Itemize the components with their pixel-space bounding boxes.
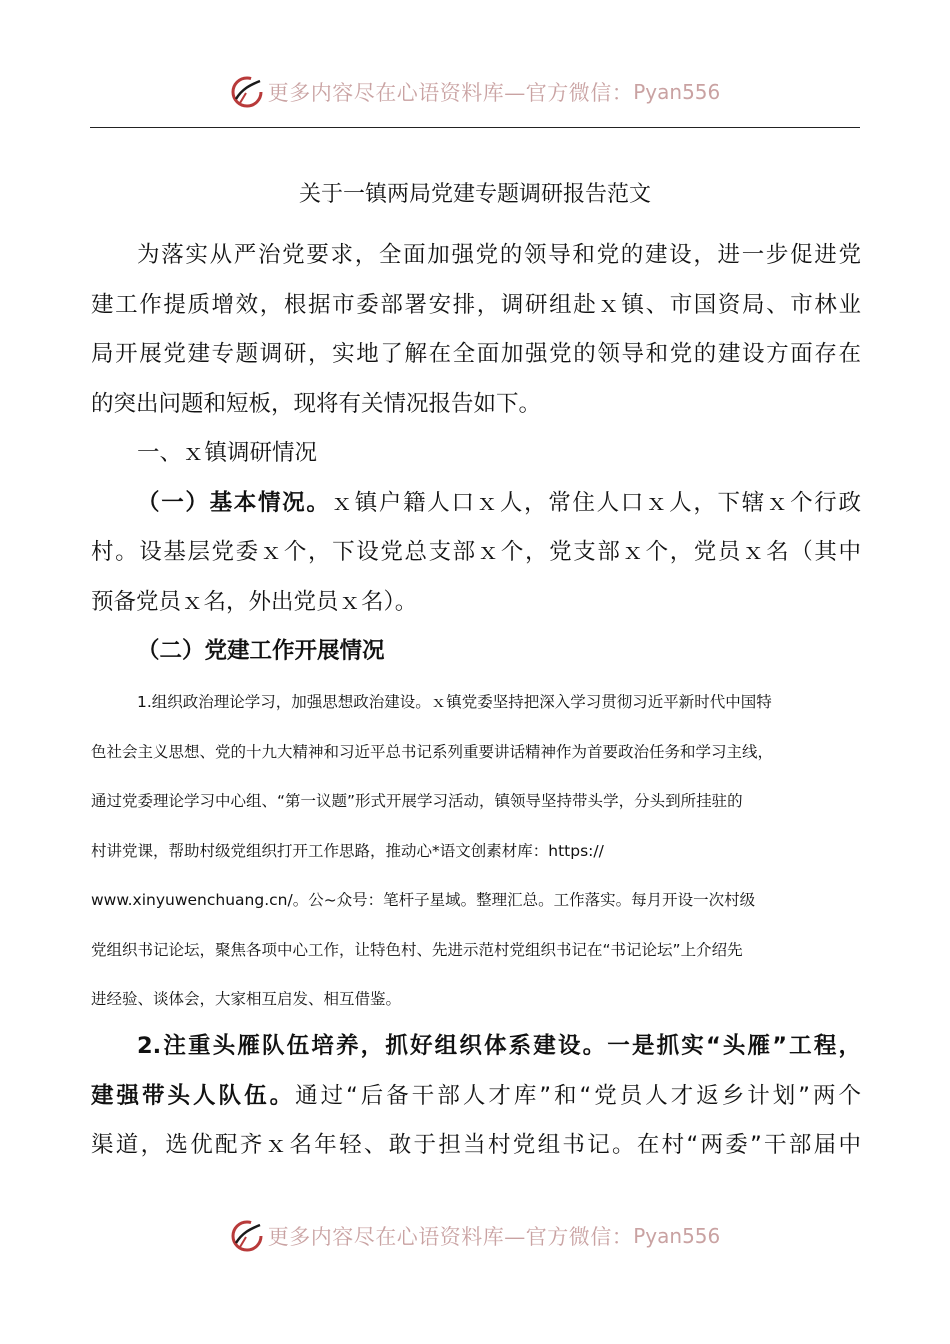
intro-line: 局开展党建专题调研，实地了解在全面加强党的领导和党的建设方面存在	[91, 341, 861, 367]
footer-watermark	[0, 1216, 950, 1256]
item1-line: 通过党委理论学习中心组、“第一议题”形式开展学习活动，镇领导坚持带头学，分头到所挂驻的	[91, 792, 743, 810]
basic-info-heading: （一）基本情况。	[137, 489, 331, 516]
item2-heading-line: 2.注重头雁队伍培养，抓好组织体系建设。一是抓实“头雁”工程，	[137, 1033, 861, 1059]
watermark-wechat-id: Pyan556	[633, 1224, 721, 1248]
watermark-wechat-id: Pyan556	[633, 80, 721, 104]
item1-line: 党组织书记论坛，聚焦各项中心工作，让特色村、先进示范村党组织书记在“书记论坛”上介绍先	[91, 940, 743, 959]
item2-line: 渠道，选优配齐ｘ名年轻、敢于担当村党组书记。在村“两委”干部届中	[91, 1132, 861, 1158]
watermark-text: 更多内容尽在心语资料库—官方微信：	[267, 1225, 634, 1249]
ink-brush-logo-icon	[230, 75, 264, 109]
item2-paragraph	[91, 1022, 861, 1171]
item1-line: 村讲党课，帮助村级党组织打开工作思路，推动心*语文创素材库：https://	[91, 841, 604, 860]
basic-info-line: 村。设基层党委ｘ个，下设党总支部ｘ个，党支部ｘ个，党员ｘ名（其中	[91, 539, 861, 565]
work-heading: （二）党建工作开展情况	[137, 638, 385, 664]
item1-line: www.xinyuwenchuang.cn/。公~众号：笔杆子星域。整理汇总。工作落实。每月开设一次村级	[91, 891, 756, 909]
header-watermark	[0, 72, 950, 112]
intro-line: 为落实从严治党要求，全面加强党的领导和党的建设，进一步促进党	[137, 242, 861, 268]
item1-line: 色社会主义思想、党的十九大精神和习近平总书记系列重要讲话精神作为首要政治任务和学习主线，	[91, 742, 774, 761]
section-heading-1: 一、ｘ镇调研情况	[137, 440, 318, 466]
basic-info-line	[91, 479, 861, 529]
watermark-text: 更多内容尽在心语资料库—官方微信：	[267, 81, 634, 105]
item1-line: 进经验、谈体会，大家相互启发、相互借鉴。	[91, 990, 402, 1008]
item2-line	[91, 1072, 861, 1122]
item2-text: 通过“后备干部人才库”和“党员人才返乡计划”两个	[295, 1082, 861, 1109]
intro-line: 建工作提质增效，根据市委部署安排，调研组赴ｘ镇、市国资局、市林业	[91, 291, 861, 318]
intro-line: 的突出问题和短板，现将有关情况报告如下。	[91, 390, 542, 417]
item2-bold: 建强带头人队伍。	[91, 1082, 296, 1109]
basic-info-text: ｘ镇户籍人口ｘ人，常住人口ｘ人，下辖ｘ个行政	[330, 489, 861, 516]
intro-paragraph	[91, 231, 861, 677]
document-title: 关于一镇两局党建专题调研报告范文	[298, 182, 651, 207]
item1-paragraph	[91, 678, 861, 1025]
basic-info-line: 预备党员ｘ名，外出党员ｘ名）。	[91, 588, 418, 615]
item1-line: 1.组织政治理论学习，加强思想政治建设。ｘ镇党委坚持把深入学习贯彻习近平新时代中国特	[137, 693, 772, 711]
header-rule	[90, 127, 860, 128]
ink-brush-logo-icon	[230, 1219, 264, 1253]
